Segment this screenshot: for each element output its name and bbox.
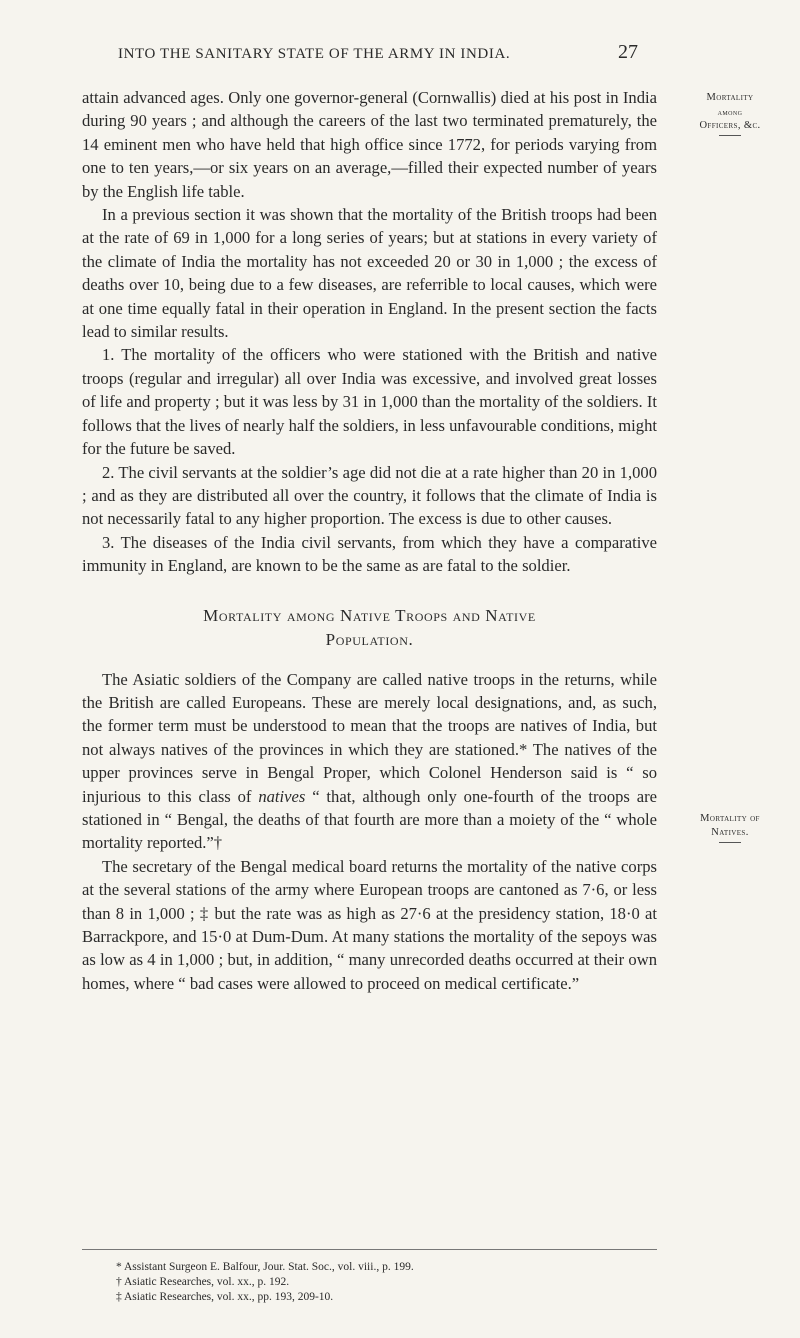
paragraph-5: 3. The diseases of the India civil servants, from which they have a comparative immunity in England, are known to be the same as are fatal to the soldier. <box>82 532 657 576</box>
margin-note-natives-line2: Natives. <box>711 827 749 838</box>
margin-note-officers-line3: Officers, &c. <box>699 120 761 131</box>
margin-note-natives-line1: Mortality of <box>700 813 760 824</box>
margin-note-officers-line1: Mortality <box>706 92 754 103</box>
paragraph-1: attain advanced ages. Only one governor-general (Cornwallis) died at his post in India during 90 years ; and although the careers of the last two terminated prematurely, the 14 eminent men who have held that high office since 1772, for periods varying from one to ten years,—or six years on an average,—filled their expected number of years by the English life table. <box>82 88 657 201</box>
paragraph-6 <box>82 668 657 855</box>
section-heading-line1: Mortality among Native Troops and Native <box>203 605 536 625</box>
section-heading-line2: Population. <box>325 629 414 649</box>
paragraph-2: In a previous section it was shown that the mortality of the British troops had been at the rate of 69 in 1,000 for a long series of years; but at stations in every variety of the climate of India the mortality has not exceeded 20 or 30 in 1,000 ; the excess of deaths over 10, being due to a few diseases, are referrible to local causes, which were at one time equally fatal in their operation in England. In the present section the facts lead to similar results. <box>82 205 657 342</box>
paragraph-6-italic: natives <box>258 786 306 806</box>
paragraph-7: The secretary of the Bengal medical board returns the mortality of the native corps at the several stations of the army where European troops are cantoned as 7·6, or less than 8 in 1,000 ; ‡ but the rate was as high as 27·6 at the presidency station, 18·0 at Barrackpore, and 15·0 at Dum-Dum. At many stations the mortality of the sepoys was as low as 4 in 1,000 ; but, in addition, “ many unrecorded deaths occurred at their own homes, where “ bad cases were allowed to proceed on medical certificate.” <box>82 856 657 993</box>
paragraph-4: 2. The civil servants at the soldier’s age did not die at a rate higher than 20 in 1,000 ; and as they are distributed all over the country, it follows that the climate of India is not necessarily fatal to any higher proportion. The excess is due to other causes. <box>82 462 657 529</box>
margin-note-officers <box>660 91 800 136</box>
margin-note-rule <box>719 135 741 136</box>
margin-note-officers-line2: among <box>717 107 743 117</box>
margin-note-natives <box>660 812 800 843</box>
footnote-3: ‡ Asiatic Researches, vol. xx., pp. 193, 209-10. <box>116 1291 334 1303</box>
paragraph-3: 1. The mortality of the officers who were stationed with the British and native troops (regular and irregular) all over India was excessive, and involved great losses of life and property ; but it was less by 31 in 1,000 than the mortality of the soldiers. It follows that the lives of nearly half the soldiers, in less unfavourable conditions, might for the future be saved. <box>82 345 657 459</box>
main-text <box>82 86 657 995</box>
margin-note-rule <box>719 842 741 843</box>
footnote-2: † Asiatic Researches, vol. xx., p. 192. <box>116 1276 290 1288</box>
footnotes <box>116 1260 636 1305</box>
footnote-1: * Assistant Surgeon E. Balfour, Jour. Stat. Soc., vol. viii., p. 199. <box>116 1261 414 1273</box>
paragraph-6-part-a: The Asiatic soldiers of the Company are called native troops in the returns, while the British are called Europeans. These are merely local designations, and, as such, the former term must be understood to mean that the troops are natives of India, but not always natives of the provinces in which they are stationed.* The natives of the upper provinces serve in Bengal Proper, which Colonel Henderson said is “ so injurious to this class of <box>82 669 657 806</box>
page-number: 27 <box>618 41 638 63</box>
footnote-divider <box>82 1249 657 1250</box>
paragraph-6-part-b: “ that, although only one-fourth of the troops are stationed in “ Bengal, the deaths of that fourth are more than a moiety of the “ whole mortality reported.”† <box>82 786 657 853</box>
section-heading <box>82 604 657 652</box>
page-header <box>0 38 800 68</box>
running-head: INTO THE SANITARY STATE OF THE ARMY IN INDIA. <box>118 46 511 62</box>
